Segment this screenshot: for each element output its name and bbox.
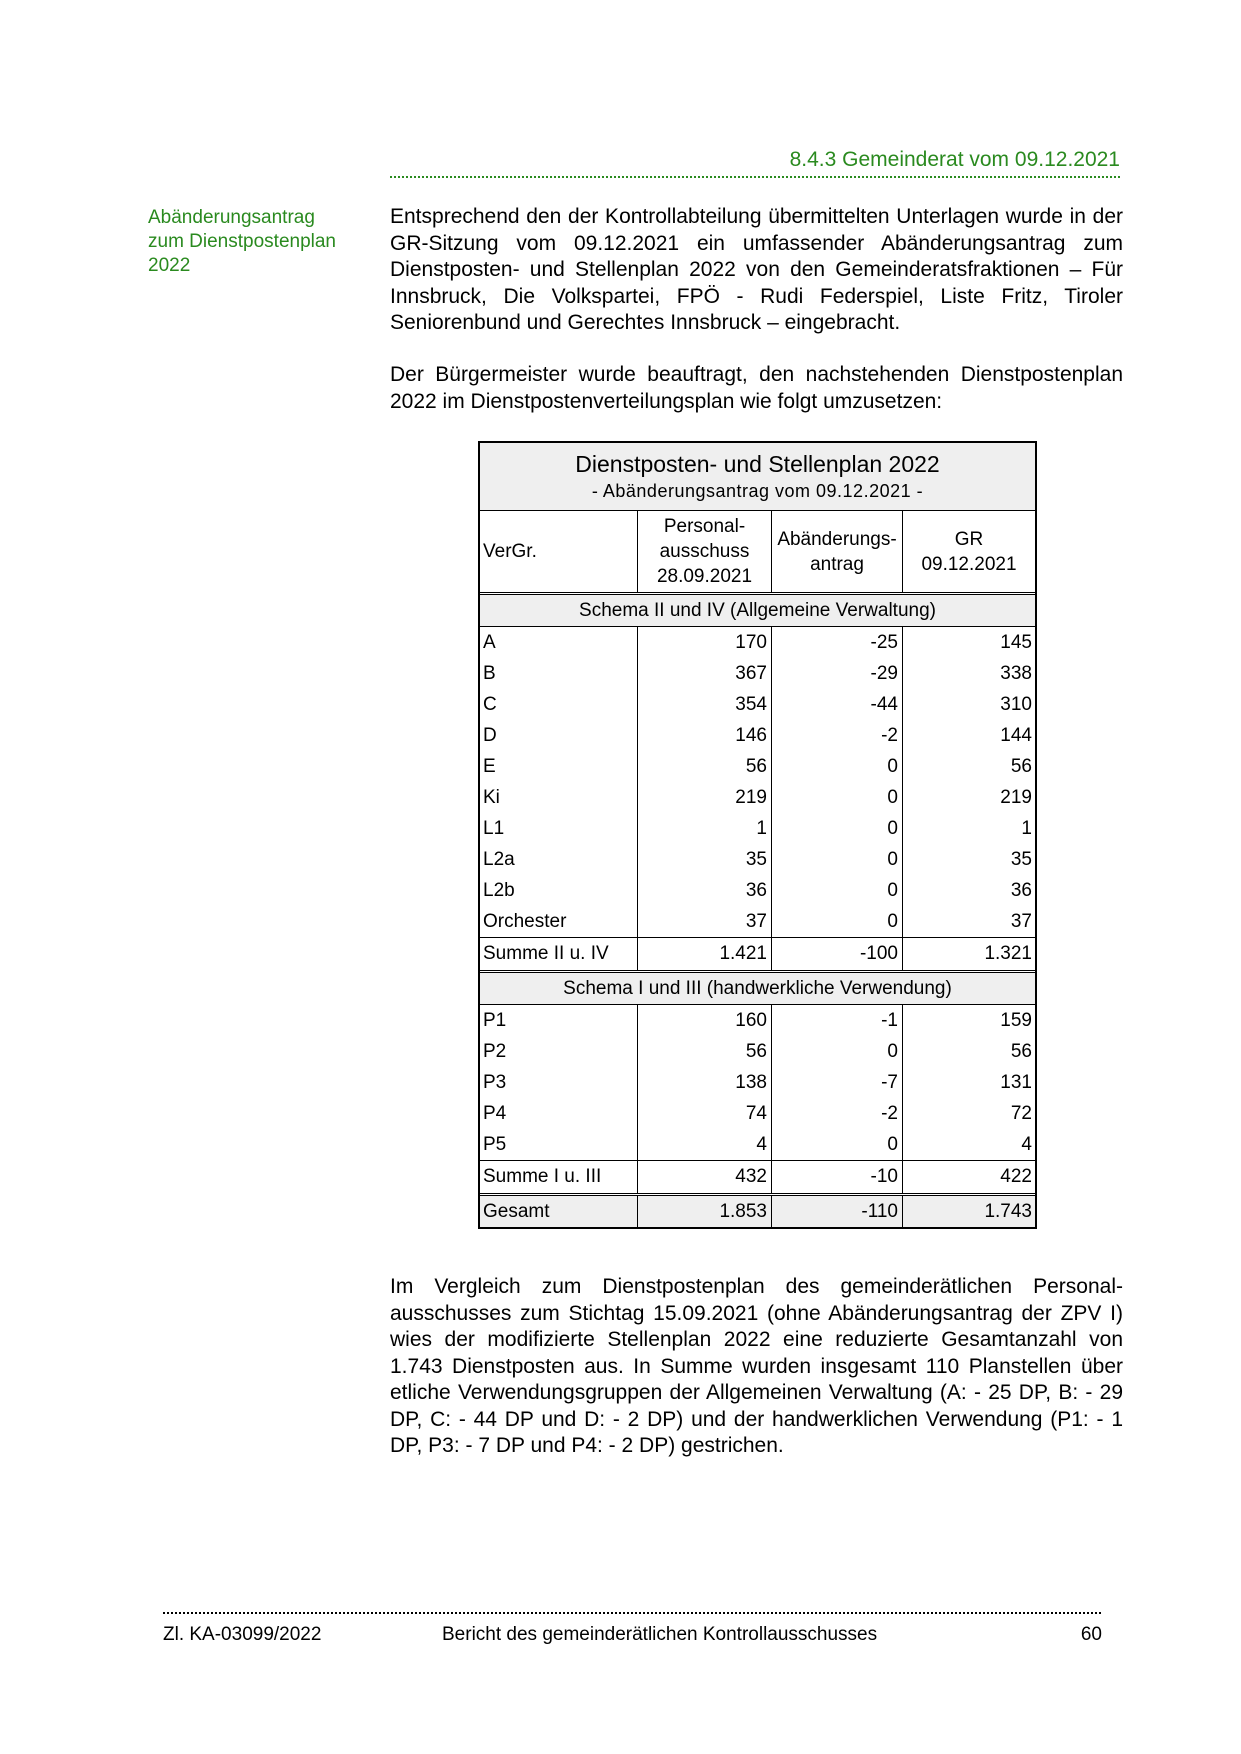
total-row bbox=[480, 1196, 1035, 1227]
column-header-row bbox=[480, 511, 1035, 595]
cell-group: P1 bbox=[483, 1010, 507, 1031]
cell-gr: 37 bbox=[902, 906, 1035, 937]
header-line: ausschuss bbox=[659, 541, 750, 562]
margin-note-line: 2022 bbox=[148, 255, 191, 276]
table-row bbox=[480, 720, 1035, 751]
margin-note-line: Abänderungsantrag bbox=[148, 207, 315, 228]
cell-group: B bbox=[483, 663, 496, 684]
cell-personalausschuss: 56 bbox=[637, 751, 771, 782]
table-row bbox=[480, 875, 1035, 906]
cell-gr: 422 bbox=[902, 1161, 1035, 1193]
cell-group: A bbox=[483, 632, 496, 653]
cell-abaenderung: 0 bbox=[771, 875, 902, 906]
sum-row-handwerkliche-verwendung bbox=[480, 1160, 1035, 1196]
table-row bbox=[480, 627, 1035, 658]
table-row bbox=[480, 906, 1035, 937]
cell-abaenderung: -2 bbox=[771, 1098, 902, 1129]
cell-personalausschuss: 35 bbox=[637, 844, 771, 875]
cell-personalausschuss: 37 bbox=[637, 906, 771, 937]
header-line: 09.12.2021 bbox=[921, 553, 1017, 575]
cell-group: P5 bbox=[483, 1134, 507, 1155]
cell-personalausschuss: 170 bbox=[637, 627, 771, 658]
column-header-personalausschuss bbox=[637, 511, 771, 592]
cell-gr: 338 bbox=[902, 658, 1035, 689]
cell-personalausschuss: 219 bbox=[637, 782, 771, 813]
table-row bbox=[480, 658, 1035, 689]
header-line: Abänderungs- bbox=[777, 528, 897, 550]
cell-gr: 36 bbox=[902, 875, 1035, 906]
cell-group: Gesamt bbox=[483, 1201, 550, 1222]
cell-abaenderung: 0 bbox=[771, 1129, 902, 1160]
column-header-vergr: VerGr. bbox=[483, 541, 537, 562]
cell-gr: 72 bbox=[902, 1098, 1035, 1129]
cell-personalausschuss: 432 bbox=[637, 1161, 771, 1193]
cell-gr: 145 bbox=[902, 627, 1035, 658]
column-header-gr bbox=[902, 511, 1035, 592]
header-line: Personal- bbox=[663, 516, 746, 537]
cell-group: D bbox=[483, 725, 497, 746]
cell-group: L1 bbox=[483, 818, 505, 839]
cell-personalausschuss: 1.421 bbox=[637, 938, 771, 970]
cell-gr: 144 bbox=[902, 720, 1035, 751]
margin-note bbox=[148, 206, 368, 278]
cell-gr: 131 bbox=[902, 1067, 1035, 1098]
footer-reference: Zl. KA-03099/2022 bbox=[163, 1624, 322, 1645]
header-line: GR bbox=[954, 528, 984, 550]
table-title: Dienstposten- und Stellenplan 2022 bbox=[575, 451, 940, 477]
cell-personalausschuss: 74 bbox=[637, 1098, 771, 1129]
cell-abaenderung: 0 bbox=[771, 813, 902, 844]
table-row bbox=[480, 751, 1035, 782]
cell-group: P3 bbox=[483, 1072, 507, 1093]
table-row bbox=[480, 1129, 1035, 1160]
cell-abaenderung: 0 bbox=[771, 751, 902, 782]
cell-abaenderung: -1 bbox=[771, 1005, 902, 1036]
sum-row-allgemeine-verwaltung bbox=[480, 937, 1035, 973]
cell-personalausschuss: 160 bbox=[637, 1005, 771, 1036]
cell-gr: 4 bbox=[902, 1129, 1035, 1160]
cell-group: Summe I u. III bbox=[483, 1166, 602, 1187]
cell-group: Ki bbox=[483, 787, 500, 808]
cell-personalausschuss: 367 bbox=[637, 658, 771, 689]
cell-group: Orchester bbox=[483, 911, 567, 932]
cell-personalausschuss: 138 bbox=[637, 1067, 771, 1098]
table-row bbox=[480, 813, 1035, 844]
cell-gr: 35 bbox=[902, 844, 1035, 875]
cell-personalausschuss: 1 bbox=[637, 813, 771, 844]
page-number: 60 bbox=[1080, 1624, 1102, 1645]
table-row bbox=[480, 1005, 1035, 1036]
table-row bbox=[480, 1067, 1035, 1098]
cell-abaenderung: 0 bbox=[771, 782, 902, 813]
section-title: 8.4.3 Gemeinderat vom 09.12.2021 bbox=[789, 148, 1120, 171]
cell-abaenderung: -25 bbox=[771, 627, 902, 658]
staffing-plan-table bbox=[478, 441, 1037, 1229]
margin-note-line: zum Dienstpostenplan bbox=[148, 231, 336, 252]
cell-gr: 1.743 bbox=[902, 1196, 1035, 1227]
table-row bbox=[480, 844, 1035, 875]
cell-group: E bbox=[483, 756, 496, 777]
cell-abaenderung: 0 bbox=[771, 844, 902, 875]
table-subtitle: - Abänderungsantrag vom 09.12.2021 - bbox=[591, 481, 924, 501]
cell-abaenderung: -10 bbox=[771, 1161, 902, 1193]
cell-personalausschuss: 354 bbox=[637, 689, 771, 720]
paragraph-mandate: Der Bürgermeister wurde beauftragt, den nachstehenden Dienstpostenplan 2022 im Dienstpostenverteilungsplan wie folgt umzusetzen: bbox=[390, 363, 1123, 413]
cell-gr: 159 bbox=[902, 1005, 1035, 1036]
cell-personalausschuss: 56 bbox=[637, 1036, 771, 1067]
paragraph-comparison: Im Vergleich zum Dienstpostenplan des gemeinderätlichen Personalausschusses zum Stichtag 15.09.2021 (ohne Abänderungsantrag der ZPV I) wies der modifizierte Stellenplan 2022 eine reduzierte Gesamtanzahl von 1.743 Dienstposten aus. In Summe wurden insgesamt 110 Planstellen über etliche Verwendungsgruppen der Allgemeinen Verwaltung (A: - 25 DP, B: - 29 DP, C: - 44 DP und D: - 2 DP) und der handwerklichen Verwendung (P1: - 1 DP, P3: - 7 DP und P4: - 2 DP) gestrichen. bbox=[390, 1275, 1123, 1457]
cell-abaenderung: -100 bbox=[771, 938, 902, 970]
footer-divider bbox=[163, 1612, 1101, 1614]
cell-gr: 56 bbox=[902, 751, 1035, 782]
cell-abaenderung: -2 bbox=[771, 720, 902, 751]
cell-abaenderung: -110 bbox=[771, 1196, 902, 1227]
column-header-abaenderungsantrag bbox=[771, 511, 902, 592]
cell-group: Summe II u. IV bbox=[483, 943, 609, 964]
table-row bbox=[480, 1036, 1035, 1067]
cell-personalausschuss: 4 bbox=[637, 1129, 771, 1160]
cell-group: L2b bbox=[483, 880, 515, 901]
cell-gr: 56 bbox=[902, 1036, 1035, 1067]
cell-abaenderung: 0 bbox=[771, 906, 902, 937]
section-header bbox=[390, 146, 1120, 178]
cell-gr: 1 bbox=[902, 813, 1035, 844]
cell-personalausschuss: 146 bbox=[637, 720, 771, 751]
cell-personalausschuss: 36 bbox=[637, 875, 771, 906]
table-row bbox=[480, 689, 1035, 720]
cell-abaenderung: -44 bbox=[771, 689, 902, 720]
section-heading-allgemeine-verwaltung: Schema II und IV (Allgemeine Verwaltung) bbox=[480, 595, 1035, 627]
table-row bbox=[480, 782, 1035, 813]
cell-group: L2a bbox=[483, 849, 515, 870]
cell-abaenderung: 0 bbox=[771, 1036, 902, 1067]
cell-gr: 310 bbox=[902, 689, 1035, 720]
cell-abaenderung: -29 bbox=[771, 658, 902, 689]
cell-personalausschuss: 1.853 bbox=[637, 1196, 771, 1227]
table-row bbox=[480, 1098, 1035, 1129]
cell-group: P2 bbox=[483, 1041, 507, 1062]
cell-group: P4 bbox=[483, 1103, 507, 1124]
header-line: 28.09.2021 bbox=[656, 566, 753, 587]
cell-abaenderung: -7 bbox=[771, 1067, 902, 1098]
section-heading-handwerkliche-verwendung: Schema I und III (handwerkliche Verwendung) bbox=[480, 973, 1035, 1005]
header-line: antrag bbox=[810, 553, 864, 575]
cell-gr: 219 bbox=[902, 782, 1035, 813]
cell-group: C bbox=[483, 694, 497, 715]
table-title-block bbox=[480, 443, 1035, 511]
paragraph-intro: Entsprechend den der Kontrollabteilung übermittelten Unterlagen wurde in der GR-Sitzung vom 09.12.2021 ein umfassender Abänderungsantrag zum Dienstposten- und Stellenplan 2022 von den Gemeinderatsfraktionen – Für Innsbruck, Die Volkspartei, FPÖ - Rudi Federspiel, Liste Fritz, Tiroler Seniorenbund und Gerechtes Innsbruck – eingebracht. bbox=[390, 205, 1123, 334]
footer-report-title: Bericht des gemeinderätlichen Kontrollausschusses bbox=[442, 1624, 878, 1645]
cell-gr: 1.321 bbox=[902, 938, 1035, 970]
